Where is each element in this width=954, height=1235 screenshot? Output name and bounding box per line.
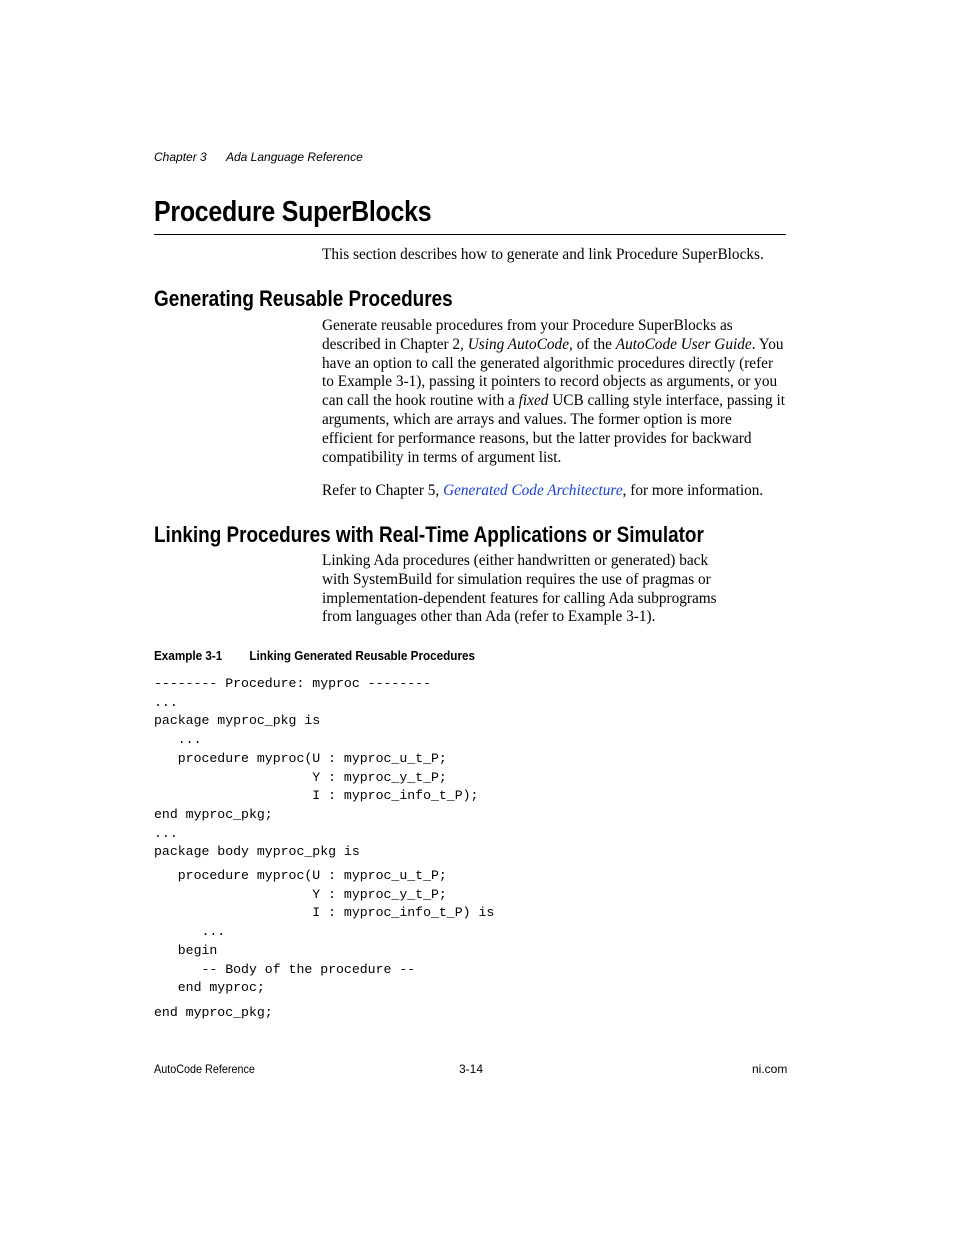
example-label: Example 3-1 bbox=[154, 648, 223, 663]
example-caption bbox=[154, 648, 475, 663]
section-heading-generating: Generating Reusable Procedures bbox=[154, 286, 453, 311]
code-block: -------- Procedure: myproc -------- ... package myproc_pkg is ... procedure myproc(U : myproc_u_t_P; Y : myproc_y_t_P; I : myproc_info_t_P); end myproc_pkg; ... package body myproc_pkg is bbox=[154, 676, 479, 860]
intro-paragraph: This section describes how to generate and link Procedure SuperBlocks. bbox=[322, 246, 764, 263]
generated-code-architecture-link[interactable]: Generated Code Architecture bbox=[443, 482, 623, 499]
text-run: UCB calling style interface, passing it arguments, which are arrays and values. The former option is more efficient for performance reasons, but the latter provides for backward compatibility in terms of argument list. bbox=[322, 392, 786, 466]
footer-website: ni.com bbox=[752, 1062, 788, 1076]
page-title: Procedure SuperBlocks bbox=[154, 196, 432, 228]
chapter-label: Chapter 3 bbox=[154, 150, 207, 164]
footer-doc-title: AutoCode Reference bbox=[154, 1062, 255, 1076]
footer-page-number: 3-14 bbox=[459, 1062, 484, 1076]
code-block: procedure myproc(U : myproc_u_t_P; Y : myproc_y_t_P; I : myproc_info_t_P) is ... begin -- Body of the procedure -- end myproc; bbox=[177, 868, 495, 996]
text-run: Generate reusable procedures from your Procedure SuperBlocks as described in Chapter 2, bbox=[322, 317, 733, 353]
example-title: Linking Generated Reusable Procedures bbox=[249, 648, 476, 663]
section-heading-linking: Linking Procedures with Real-Time Applications or Simulator bbox=[154, 522, 704, 547]
italic-run: fixed bbox=[518, 392, 549, 410]
code-block: end myproc_pkg; bbox=[154, 1005, 273, 1020]
italic-run: Using AutoCode bbox=[467, 335, 569, 353]
chapter-title: Ada Language Reference bbox=[226, 150, 363, 164]
text-run: Refer to Chapter 5, bbox=[322, 482, 444, 499]
text-run: , for more information. bbox=[622, 482, 764, 499]
refer-paragraph bbox=[322, 482, 786, 501]
text-run: . You have an option to call the generated algorithmic procedures directly (refer to Example 3-1), passing it pointers to record objects as arguments, or you can call the hook routine with a bbox=[322, 335, 784, 410]
title-rule bbox=[154, 234, 786, 235]
linking-paragraph: Linking Ada procedures (either handwritten or generated) back with SystemBuild for simulation requires the use of pragmas or implementation-dependent features for calling Ada subprograms from languages other than Ada (refer to Example 3-1). bbox=[322, 552, 717, 626]
running-header bbox=[154, 150, 363, 164]
text-run: , of the bbox=[568, 335, 616, 353]
generating-paragraph bbox=[322, 317, 786, 467]
italic-run: AutoCode User Guide bbox=[615, 335, 752, 353]
